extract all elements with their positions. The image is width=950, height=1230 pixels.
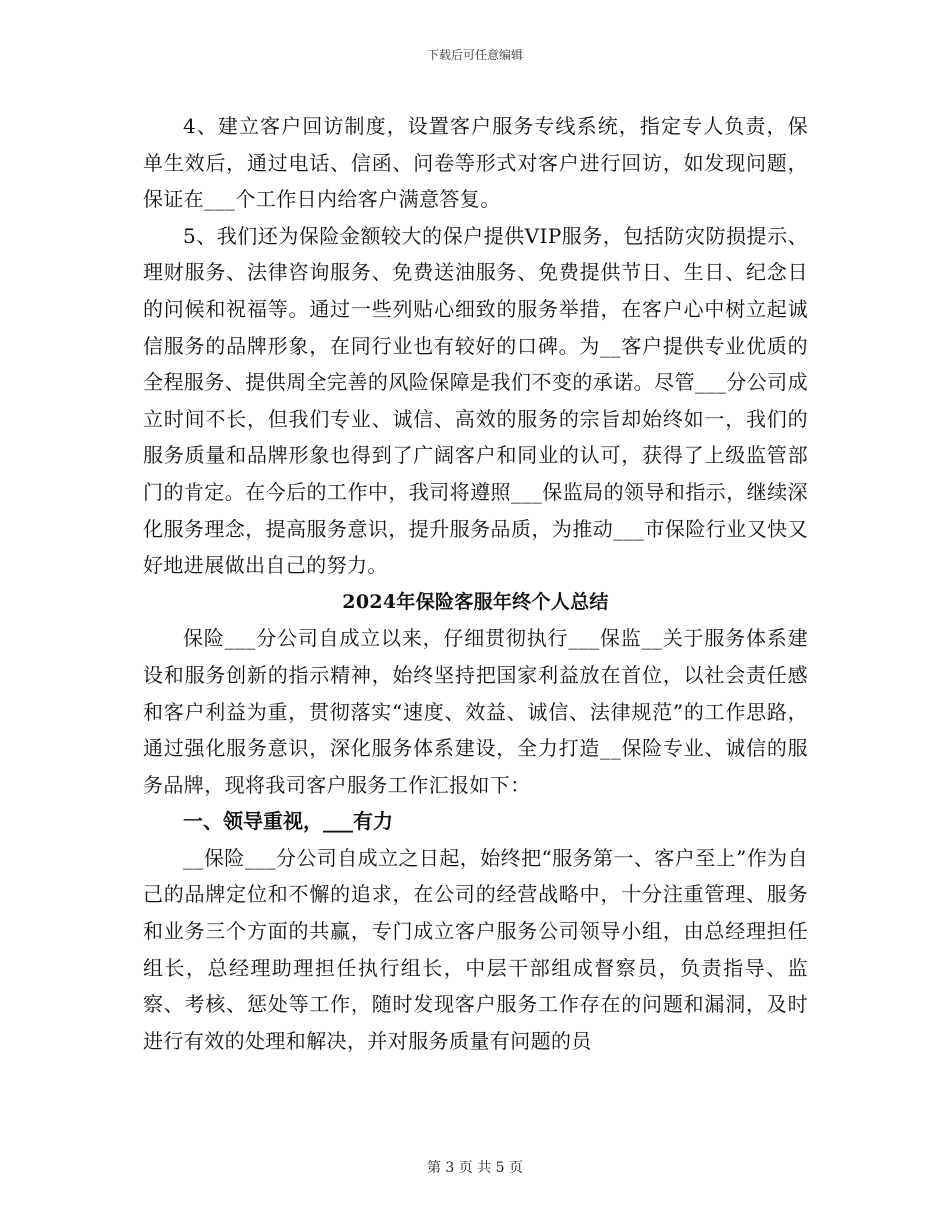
document-body [143,108,808,1059]
intro-paragraph: 保险___分公司自成立以来，仔细贯彻执行___保监__关于服务体系建设和服务创新的指示精神，始终坚持把国家利益放在首位，以社会责任感和客户利益为重，贯彻落实“速度、效益、诚信、法律规范”的工作思路，通过强化服务意识，深化服务体系建设，全力打造__保险专业、诚信的服务品牌，现将我司客户服务工作汇报如下： [143,626,808,797]
paragraph-item-4: 4、建立客户回访制度，设置客户服务专线系统，指定专人负责，保单生效后，通过电话、信函、问卷等形式对客户进行回访，如发现问题，保证在___个工作日内给客户满意答复。 [143,114,808,212]
section-heading-1: 一、领导重视，___有力 [183,809,393,834]
paragraph-item-5: 5、我们还为保险金额较大的保户提供VIP服务，包括防灾防损提示、理财服务、法律咨询服务、免费送油服务、免费提供节日、生日、纪念日的问候和祝福等。通过一些列贴心细致的服务举措，在客户心中树立起诚信服务的品牌形象，在同行业也有较好的口碑。为__客户提供专业优质的全程服务、提供周全完善的风险保障是我们不变的承诺。尽管___分公司成立时间不长，但我们专业、诚信、高效的服务的宗旨却始终如一，我们的服务质量和品牌形象也得到了广阔客户和同业的认可，获得了上级监管部门的肯定。在今后的工作中，我司将遵照___保监局的领导和指示，继续深化服务理念，提高服务意识，提升服务品质，为推动___市保险行业又快又好地进展做出自己的努力。 [143,223,808,578]
header-note: 下载后可任意编辑 [426,48,523,62]
section-title: 2024年保险客服年终个人总结 [342,590,609,613]
body-paragraph: __保险___分公司自成立之日起，始终把“服务第一、客户至上”作为自己的品牌定位和不懈的追求，在公司的经营战略中，十分注重管理、服务和业务三个方面的共赢，专门成立客户服务公司领导小组，由总经理担任组长，总经理助理担任执行组长，中层干部组成督察员，负责指导、监察、考核、惩处等工作，随时发现客户服务工作存在的问题和漏洞，及时进行有效的处理和解决，并对服务质量有问题的员 [143,845,808,1053]
page-number: 第 3 页 共 5 页 [426,1160,524,1176]
